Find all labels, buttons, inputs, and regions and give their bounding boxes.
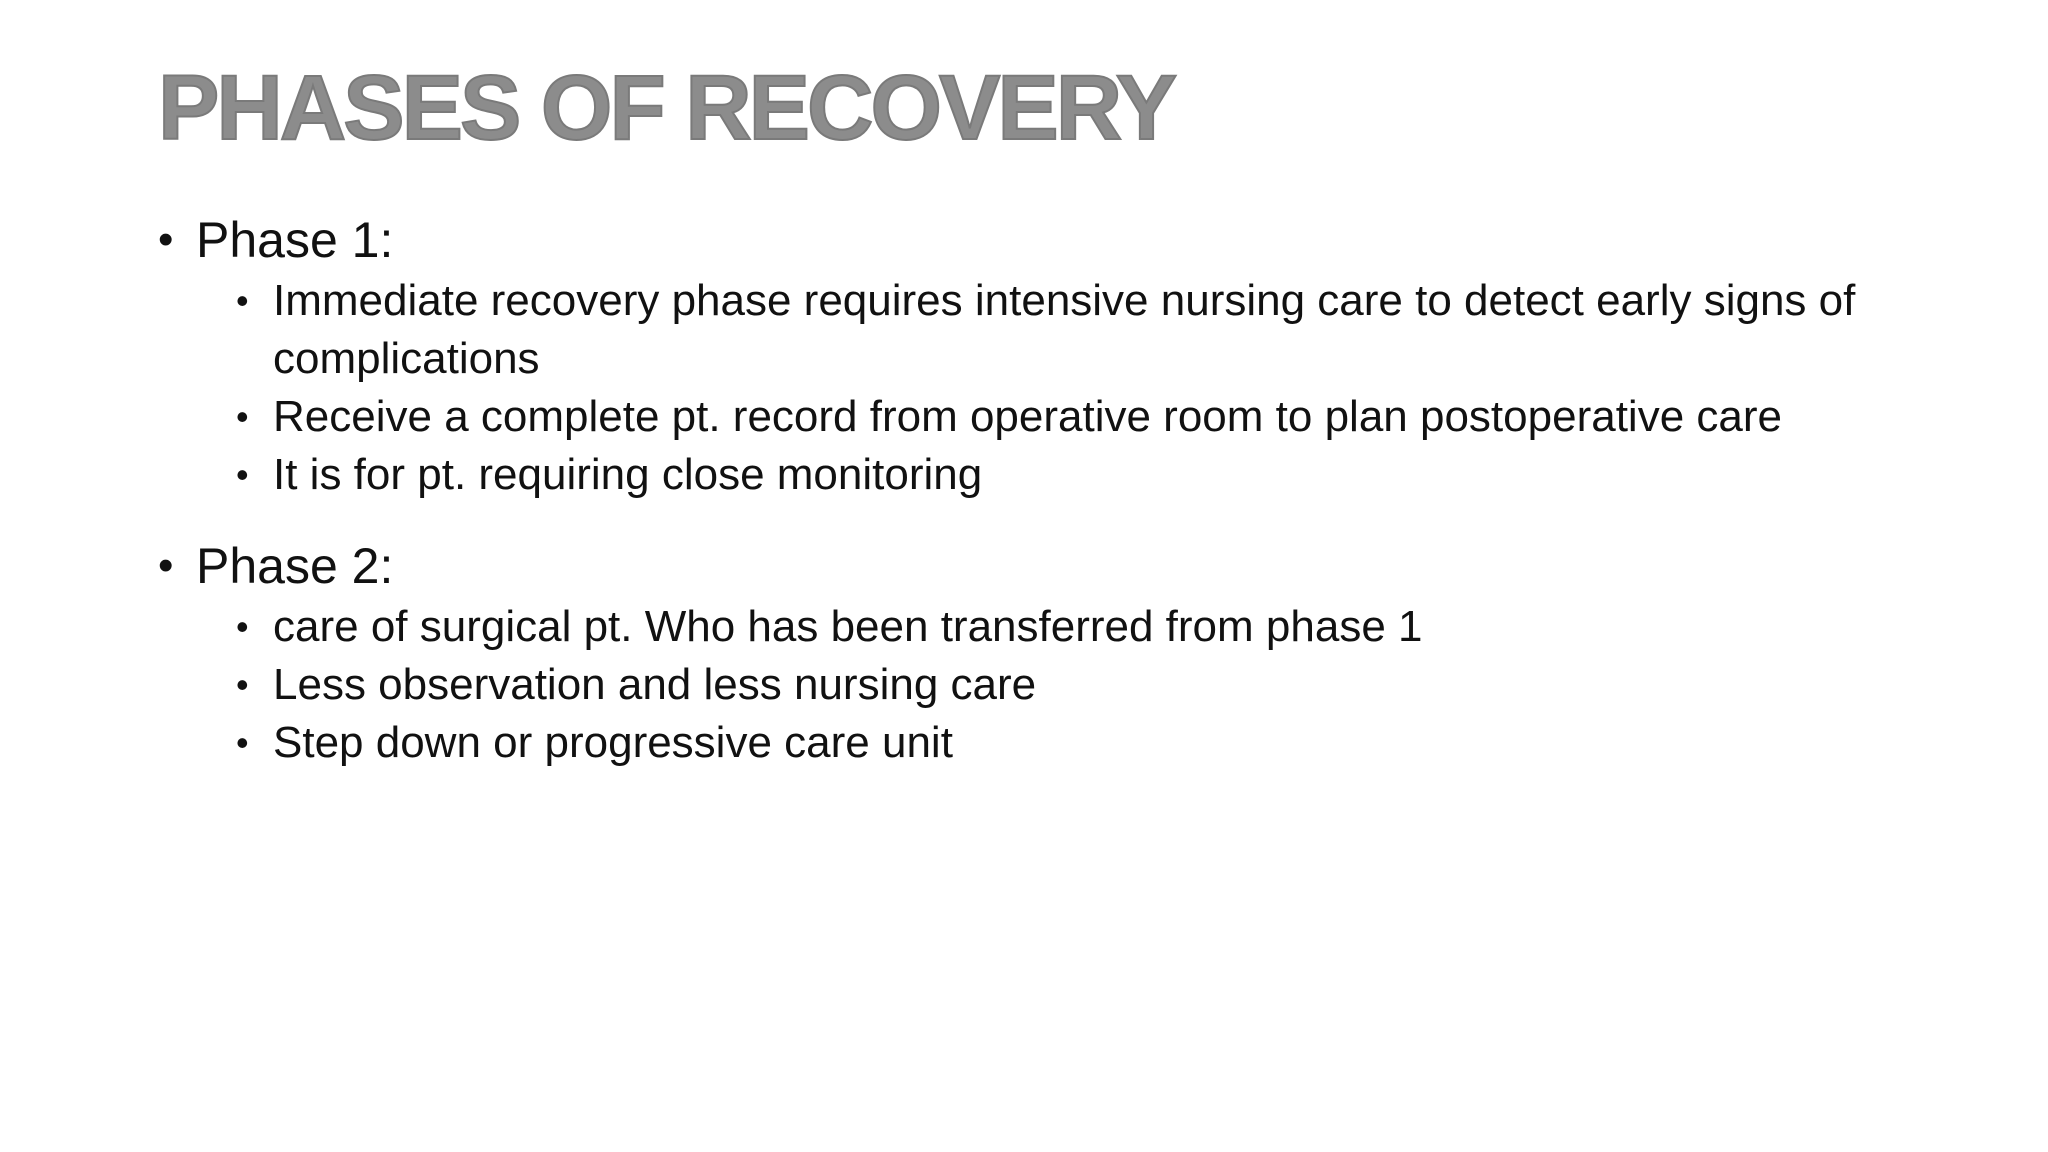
bullet-icon: •: [236, 606, 249, 647]
list-item-text: Receive a complete pt. record from operative room to plan postoperative care: [273, 392, 1782, 441]
list-item: [158, 388, 1978, 446]
bullet-icon: •: [236, 664, 249, 705]
bullet-icon: •: [236, 396, 249, 437]
phase-2-heading: [158, 534, 1978, 598]
list-item: [158, 272, 1978, 388]
list-item-text: Less observation and less nursing care: [273, 660, 1037, 709]
bullet-icon: •: [236, 454, 249, 495]
phase-1-heading-text: Phase 1:: [196, 212, 394, 268]
bullet-icon: •: [158, 215, 174, 264]
list-item: [158, 446, 1978, 504]
list-item: [158, 656, 1978, 714]
phase-1-list: [158, 272, 1978, 504]
list-item-text: Immediate recovery phase requires intensive nursing care to detect early signs of complications: [273, 276, 1856, 383]
bullet-icon: •: [236, 722, 249, 763]
phase-1-section: [158, 208, 1978, 504]
phase-2-heading-text: Phase 2:: [196, 538, 394, 594]
list-item-text: It is for pt. requiring close monitoring: [273, 450, 983, 499]
list-item-text: Step down or progressive care unit: [273, 718, 953, 767]
bullet-icon: •: [236, 280, 249, 321]
phase-1-heading: [158, 208, 1978, 272]
slide-body: [158, 208, 1978, 802]
bullet-icon: •: [158, 541, 174, 590]
phase-2-section: [158, 534, 1978, 772]
list-item: [158, 598, 1978, 656]
phase-2-list: [158, 598, 1978, 772]
list-item-text: care of surgical pt. Who has been transferred from phase 1: [273, 602, 1423, 651]
list-item: [158, 714, 1978, 772]
slide-title: PHASES OF RECOVERY: [158, 57, 1175, 159]
